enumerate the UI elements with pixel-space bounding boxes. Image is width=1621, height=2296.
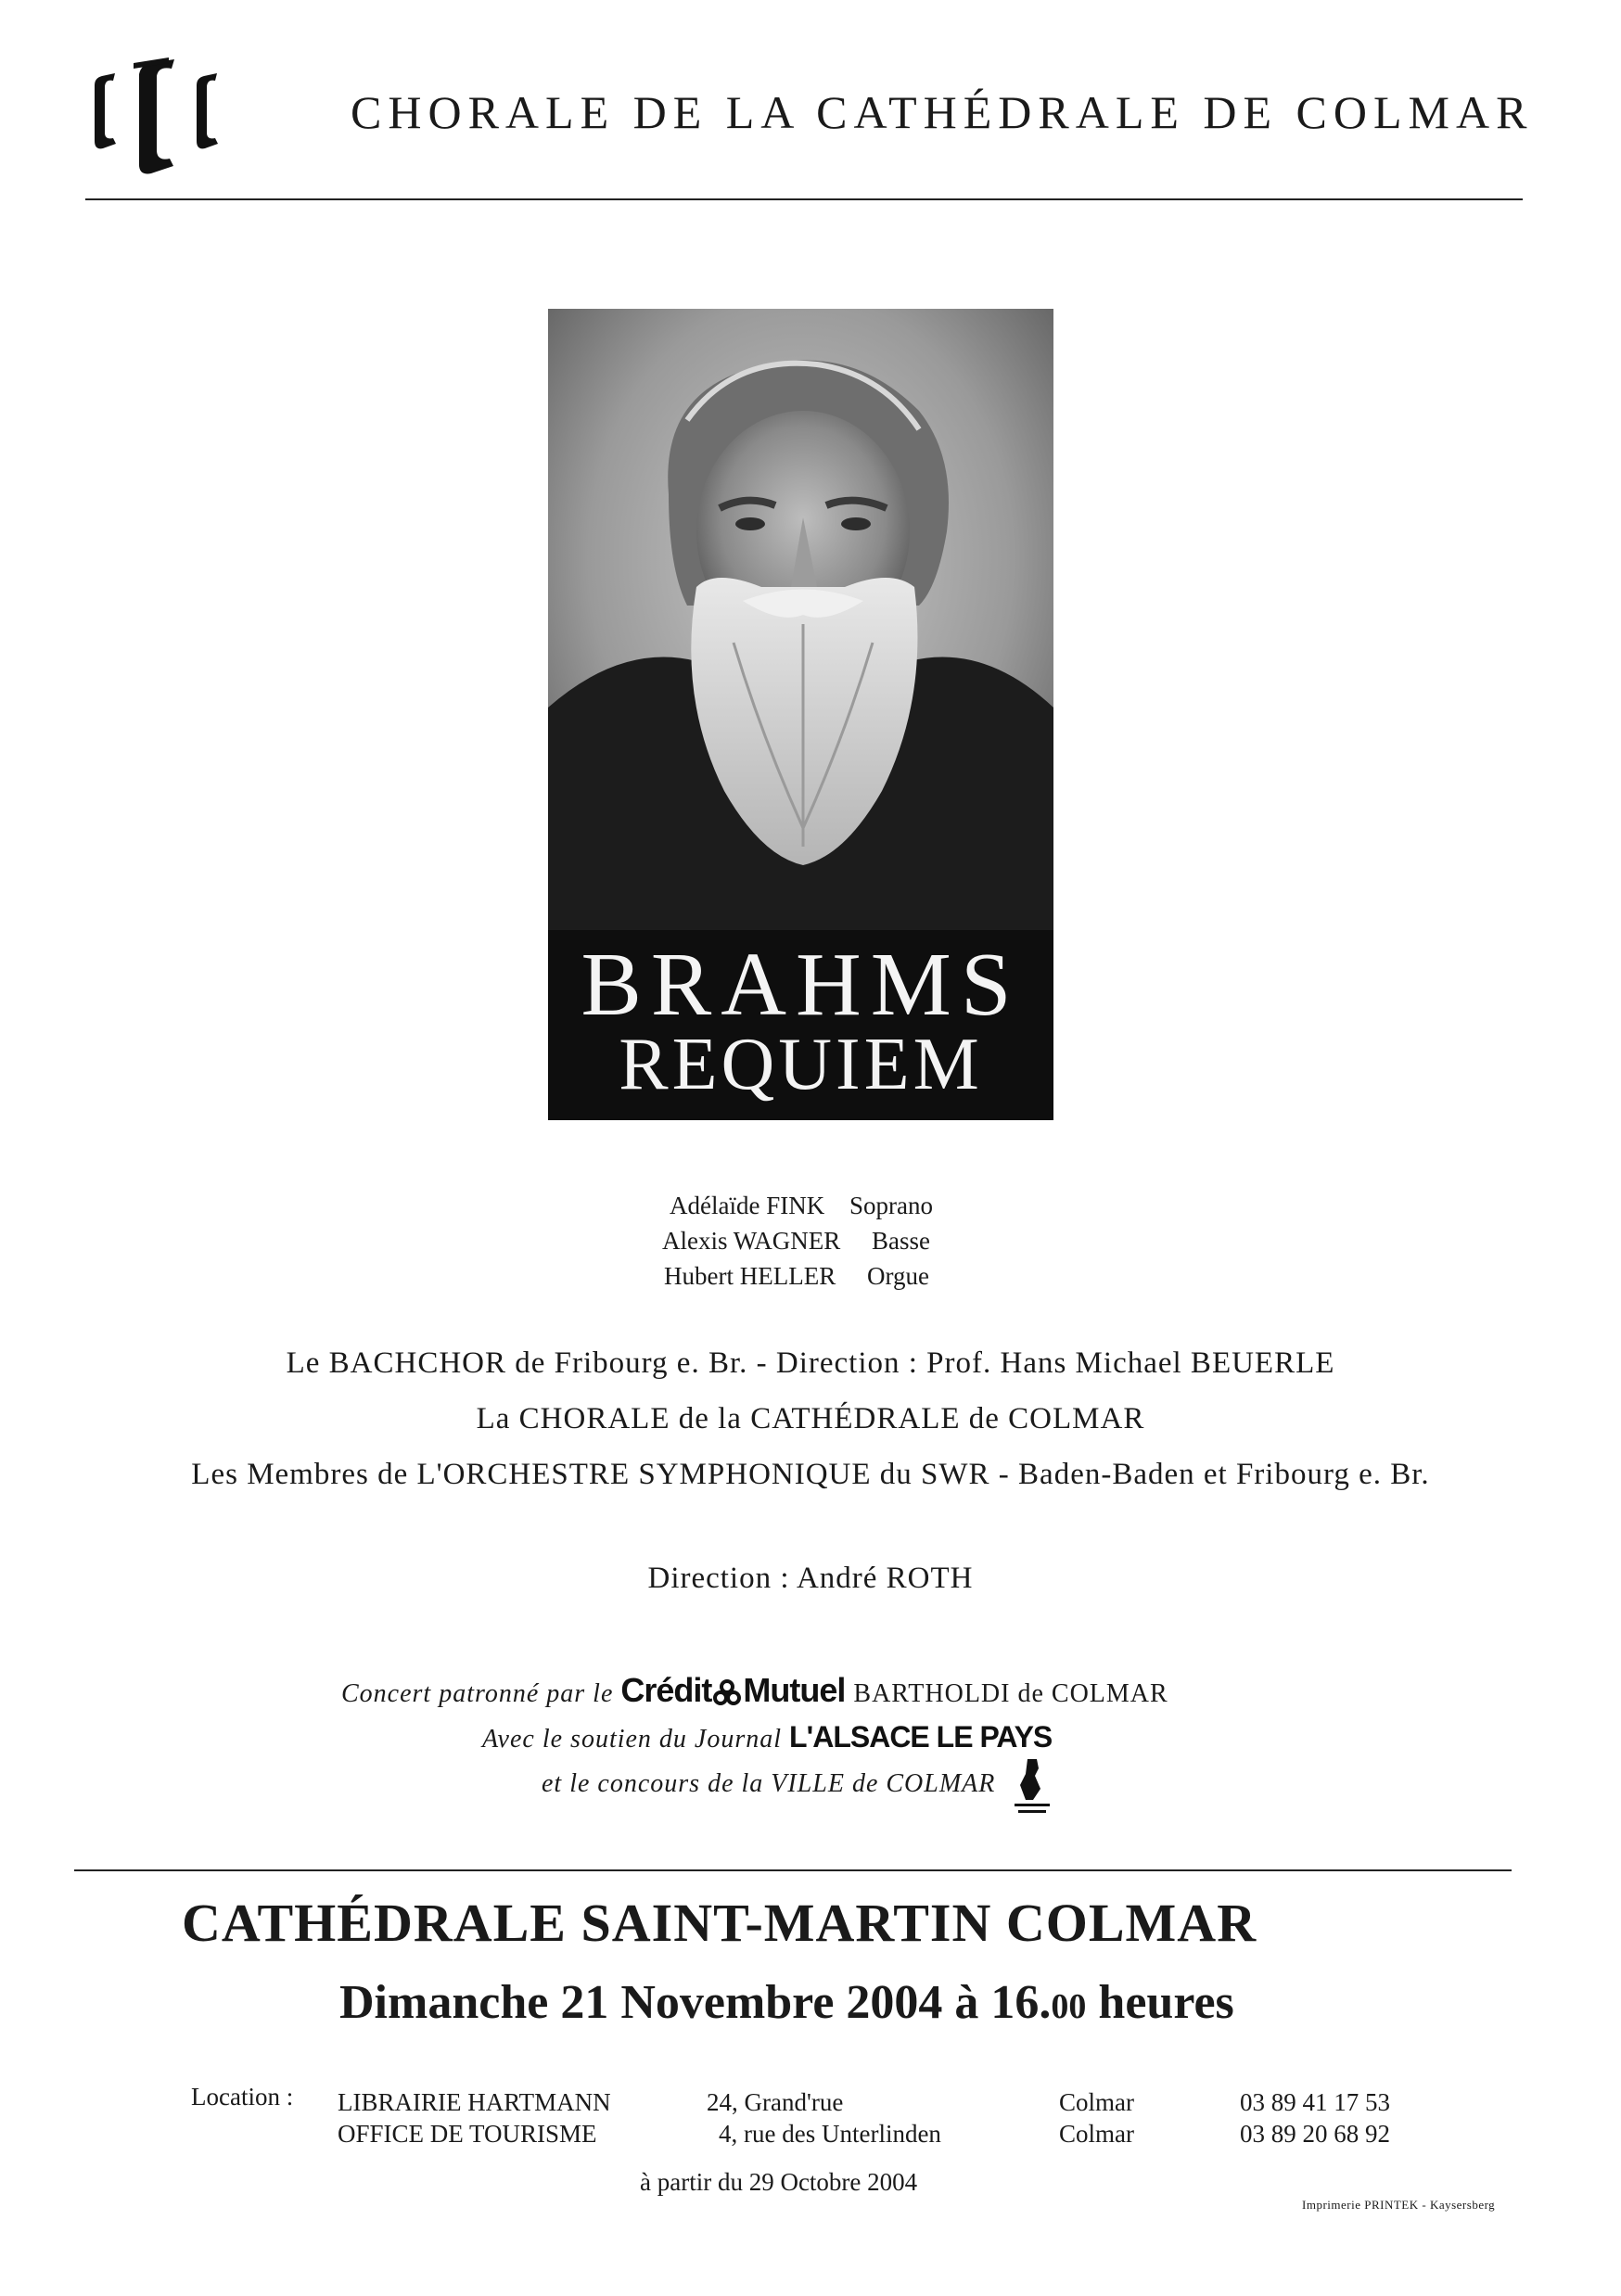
event-date-minutes: 00 xyxy=(1051,1987,1087,2026)
location-phone: 03 89 41 17 53 xyxy=(1240,2088,1390,2116)
location-place: OFFICE DE TOURISME xyxy=(338,2120,597,2148)
poster-title: BRAHMS xyxy=(581,935,1021,1035)
location-city: Colmar xyxy=(1059,2088,1134,2116)
top-divider xyxy=(85,198,1523,200)
soloist-role: Orgue xyxy=(867,1262,929,1290)
soloist-name: Hubert HELLER xyxy=(664,1262,836,1290)
credit-mutuel-mark-icon xyxy=(713,1675,741,1714)
event-date-main: Dimanche 21 Novembre 2004 à 16. xyxy=(339,1976,1052,2029)
sponsor-suffix: BARTHOLDI de COLMAR xyxy=(853,1679,1168,1708)
performer-line-orchestra: Les Membres de L'ORCHESTRE SYMPHONIQUE du SWR - Baden-Baden et Fribourg e. Br. xyxy=(191,1458,1430,1491)
sponsor-line-ville: et le concours de la VILLE de COLMAR xyxy=(542,1769,996,1798)
sponsor-line-credit-mutuel xyxy=(341,1671,1168,1714)
sponsor-line-journal xyxy=(482,1720,1052,1754)
soloist-role: Soprano xyxy=(849,1192,933,1219)
choir-monogram-logo xyxy=(85,57,252,178)
location-label: Location : xyxy=(191,2083,294,2111)
journal-prefix: Avec le soutien du Journal xyxy=(482,1725,783,1754)
location-address: 4, rue des Unterlinden xyxy=(719,2120,941,2148)
credit-mutuel-logo: Crédit Mutuel xyxy=(620,1671,853,1709)
organization-name: CHORALE DE LA CATHÉDRALE DE COLMAR xyxy=(351,86,1534,138)
soloist-role: Basse xyxy=(872,1227,930,1255)
location-phone: 03 89 20 68 92 xyxy=(1240,2120,1390,2148)
venue-name: CATHÉDRALE SAINT-MARTIN COLMAR xyxy=(182,1893,1257,1953)
colmar-city-seal-icon xyxy=(1009,1757,1055,1818)
location-city: Colmar xyxy=(1059,2120,1134,2148)
event-date-suffix: heures xyxy=(1086,1976,1234,2029)
performer-line-chorale: La CHORALE de la CATHÉDRALE de COLMAR xyxy=(476,1402,1145,1435)
alsace-le-pays-logo: L'ALSACE LE PAYS xyxy=(789,1720,1053,1754)
soloist-name: Adélaïde FINK xyxy=(670,1192,825,1219)
conductor-line: Direction : André ROTH xyxy=(647,1562,974,1595)
location-place: LIBRAIRIE HARTMANN xyxy=(338,2088,611,2116)
brahms-portrait-poster xyxy=(548,309,1053,1120)
soloist-name: Alexis WAGNER xyxy=(662,1227,841,1255)
ticket-availability: à partir du 29 Octobre 2004 xyxy=(640,2168,918,2196)
poster-subtitle: REQUIEM xyxy=(619,1024,983,1105)
event-date xyxy=(339,1975,1621,2030)
brahms-portrait-image xyxy=(548,309,1053,930)
performer-line-bachchor: Le BACHCHOR de Fribourg e. Br. - Direction : Prof. Hans Michael BEUERLE xyxy=(286,1346,1335,1380)
sponsor-prefix: Concert patronné par le xyxy=(341,1679,614,1708)
printer-credit: Imprimerie PRINTEK - Kaysersberg xyxy=(1302,2198,1496,2212)
location-address: 24, Grand'rue xyxy=(707,2088,844,2116)
bottom-divider xyxy=(74,1869,1512,1871)
